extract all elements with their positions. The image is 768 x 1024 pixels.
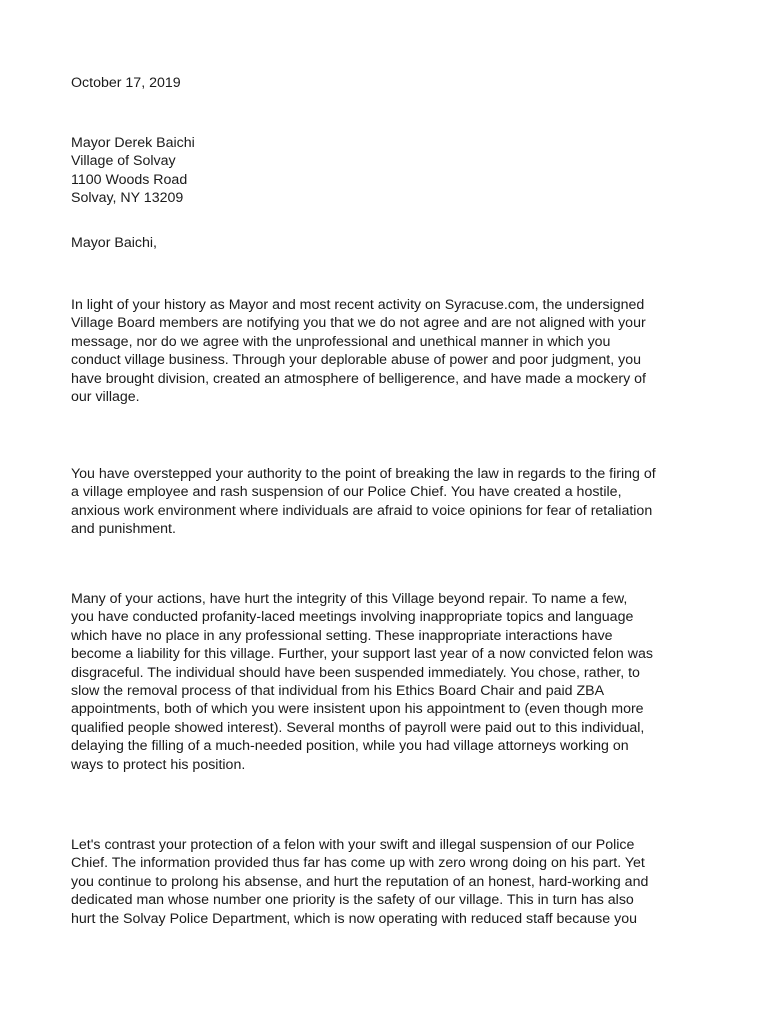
paragraph-line: have brought division, created an atmosphere of belligerence, and have made a mockery of: [71, 370, 646, 387]
paragraph-line: a village employee and rash suspension of our Police Chief. You have created a hostile,: [71, 484, 622, 501]
paragraph-line: which have no place in any professional setting. These inappropriate interactions have: [71, 627, 613, 644]
paragraph-4: [71, 836, 711, 928]
recipient-organization: Village of Solvay: [71, 153, 176, 170]
paragraph-line: appointments, both of which you were insistent upon his appointment to (even though more: [71, 701, 644, 718]
recipient-name: Mayor Derek Baichi: [71, 135, 195, 151]
paragraph-line: our village.: [71, 389, 140, 406]
paragraph-line: Village Board members are notifying you that we do not agree and are not aligned with your: [71, 315, 646, 332]
paragraph-line: become a liability for this village. Further, your support last year of a now convicted felon was: [71, 646, 653, 663]
paragraph-line: and punishment.: [71, 521, 176, 538]
paragraph-line: you continue to prolong his absense, and hurt the reputation of an honest, hard-working and: [71, 873, 649, 890]
recipient-address: [71, 134, 195, 208]
paragraph-line: you have conducted profanity-laced meetings involving inappropriate topics and language: [71, 609, 634, 626]
paragraph-line: disgraceful. The individual should have been suspended immediately. You chose, rather, to: [71, 664, 640, 681]
paragraph-line: You have overstepped your authority to the point of breaking the law in regards to the firing of: [71, 466, 656, 482]
letter-date: October 17, 2019: [71, 75, 181, 91]
paragraph-line: dedicated man whose number one priority is the safety of our village. This in turn has also: [71, 892, 634, 909]
paragraph-line: ways to protect his position.: [71, 756, 246, 773]
recipient-street: 1100 Woods Road: [71, 171, 188, 188]
paragraph-line: slow the removal process of that individual from his Ethics Board Chair and paid ZBA: [71, 683, 605, 700]
paragraph-line: Chief. The information provided thus far has come up with zero wrong doing on his part. Yet: [71, 855, 645, 872]
paragraph-line: In light of your history as Mayor and most recent activity on Syracuse.com, the undersigned: [71, 297, 645, 313]
paragraph-line: Let's contrast your protection of a felon with your swift and illegal suspension of our Police: [71, 837, 635, 853]
paragraph-3: [71, 590, 711, 774]
paragraph-line: message, nor do we agree with the unprofessional and unethical manner in which you: [71, 333, 611, 350]
paragraph-1: [71, 296, 711, 406]
recipient-city-state-zip: Solvay, NY 13209: [71, 190, 184, 207]
paragraph-line: delaying the filling of a much-needed position, while you had village attorneys working on: [71, 738, 629, 755]
salutation: Mayor Baichi,: [71, 235, 157, 251]
paragraph-line: hurt the Solvay Police Department, which is now operating with reduced staff because you: [71, 910, 637, 927]
paragraph-line: anxious work environment where individuals are afraid to voice opinions for fear of retaliation: [71, 502, 653, 519]
paragraph-line: qualified people showed interest). Several months of payroll were paid out to this individual,: [71, 719, 645, 736]
paragraph-line: Many of your actions, have hurt the integrity of this Village beyond repair. To name a few,: [71, 591, 628, 607]
paragraph-line: conduct village business. Through your deplorable abuse of power and poor judgment, you: [71, 352, 641, 369]
paragraph-2: [71, 465, 711, 539]
